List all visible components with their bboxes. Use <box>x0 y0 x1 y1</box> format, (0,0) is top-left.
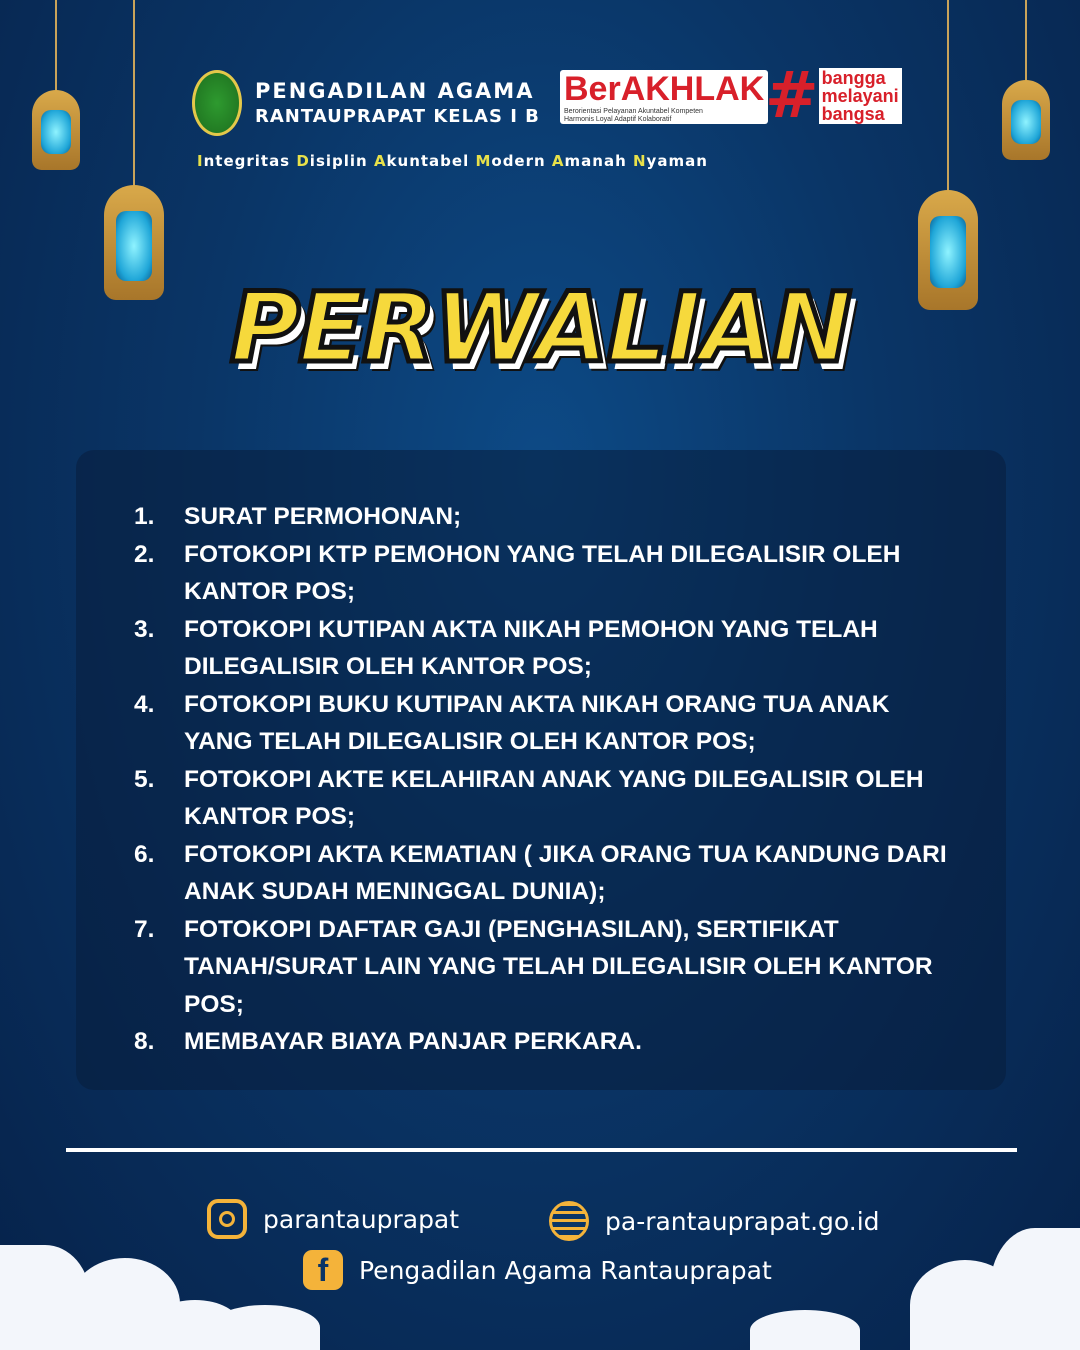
bangga-word: bangga <box>821 68 886 88</box>
motto-word: isiplin <box>309 152 374 170</box>
requirement-item <box>134 611 964 686</box>
motto-initial: I <box>197 152 204 170</box>
berakhlak-logo <box>560 70 768 124</box>
instagram-icon <box>207 1199 247 1239</box>
globe-icon <box>549 1201 589 1241</box>
requirement-item <box>134 1023 964 1061</box>
item-number: 8. <box>134 1028 155 1055</box>
motto-initial: M <box>475 152 492 170</box>
requirement-item <box>134 686 964 761</box>
requirement-item <box>134 536 964 611</box>
motto-initial: A <box>373 152 387 170</box>
motto-word: odern <box>491 152 552 170</box>
item-text: FOTOKOPI AKTE KELAHIRAN ANAK YANG DILEGALISIR OLEH KANTOR POS; <box>184 765 924 830</box>
motto-word: yaman <box>646 152 708 170</box>
org-line2: RANTAUPRAPAT KELAS I B <box>255 106 540 127</box>
bangga-word: bangsa <box>821 104 885 124</box>
item-number: 7. <box>134 915 155 943</box>
motto <box>197 152 708 170</box>
berakhlak-tagline2: Harmonis Loyal Adaptif Kolaboratif <box>564 116 672 123</box>
berakhlak-tagline1: Berorientasi Pelayanan Akuntabel Kompeten <box>564 108 703 115</box>
motto-initial: N <box>632 152 647 170</box>
org-line1: PENGADILAN AGAMA <box>255 79 535 103</box>
lantern-icon <box>26 0 86 180</box>
item-text: SURAT PERMOHONAN; <box>184 503 462 530</box>
instagram-link[interactable] <box>207 1199 459 1239</box>
item-number: 1. <box>134 503 155 530</box>
lantern-icon <box>104 0 164 310</box>
item-number: 3. <box>134 615 155 643</box>
motto-initial: D <box>296 152 310 170</box>
cloud-icon <box>990 1228 1080 1350</box>
item-text: FOTOKOPI AKTA KEMATIAN ( JIKA ORANG TUA KANDUNG DARI ANAK SUDAH MENINGGAL DUNIA); <box>184 840 947 905</box>
motto-word: ntegritas <box>203 152 297 170</box>
item-number: 6. <box>134 840 155 868</box>
motto-word: kuntabel <box>386 152 476 170</box>
facebook-icon: f <box>303 1250 343 1290</box>
court-seal-logo <box>192 70 242 136</box>
motto-initial: A <box>551 152 565 170</box>
website-url: pa-rantauprapat.go.id <box>605 1206 880 1236</box>
cloud-icon <box>750 1310 860 1350</box>
requirement-item <box>134 836 964 911</box>
requirement-item <box>134 761 964 836</box>
org-name <box>255 78 540 130</box>
item-text: FOTOKOPI DAFTAR GAJI (PENGHASILAN), SERTIFIKAT TANAH/SURAT LAIN YANG TELAH DILEGALISIR OLEH KANTOR POS; <box>184 915 933 1018</box>
item-text: FOTOKOPI BUKU KUTIPAN AKTA NIKAH ORANG TUA ANAK YANG TELAH DILEGALISIR OLEH KANTOR POS; <box>184 690 890 755</box>
instagram-handle: parantauprapat <box>263 1204 460 1234</box>
requirements-list <box>134 498 964 1061</box>
page-title: PERWALIAN <box>229 272 851 384</box>
cloud-icon <box>210 1305 320 1350</box>
facebook-link[interactable] <box>303 1250 772 1290</box>
lantern-icon <box>996 0 1056 170</box>
website-link[interactable] <box>549 1201 880 1241</box>
bangga-melayani-logo <box>765 59 902 133</box>
item-number: 2. <box>134 540 155 568</box>
item-text: MEMBAYAR BIAYA PANJAR PERKARA. <box>184 1028 642 1055</box>
requirement-item <box>134 911 964 1024</box>
item-text: FOTOKOPI KUTIPAN AKTA NIKAH PEMOHON YANG TELAH DILEGALISIR OLEH KANTOR POS; <box>184 615 878 680</box>
item-text: FOTOKOPI KTP PEMOHON YANG TELAH DILEGALISIR OLEH KANTOR POS; <box>184 540 901 605</box>
motto-word: manah <box>564 152 633 170</box>
facebook-page: Pengadilan Agama Rantauprapat <box>359 1255 772 1285</box>
item-number: 5. <box>134 765 155 793</box>
divider <box>66 1148 1017 1152</box>
bangga-word: melayani <box>821 86 899 106</box>
requirement-item <box>134 498 964 536</box>
item-number: 4. <box>134 690 155 718</box>
hash-mark: # <box>765 59 819 133</box>
berakhlak-title: BerAKHLAK <box>564 70 765 108</box>
